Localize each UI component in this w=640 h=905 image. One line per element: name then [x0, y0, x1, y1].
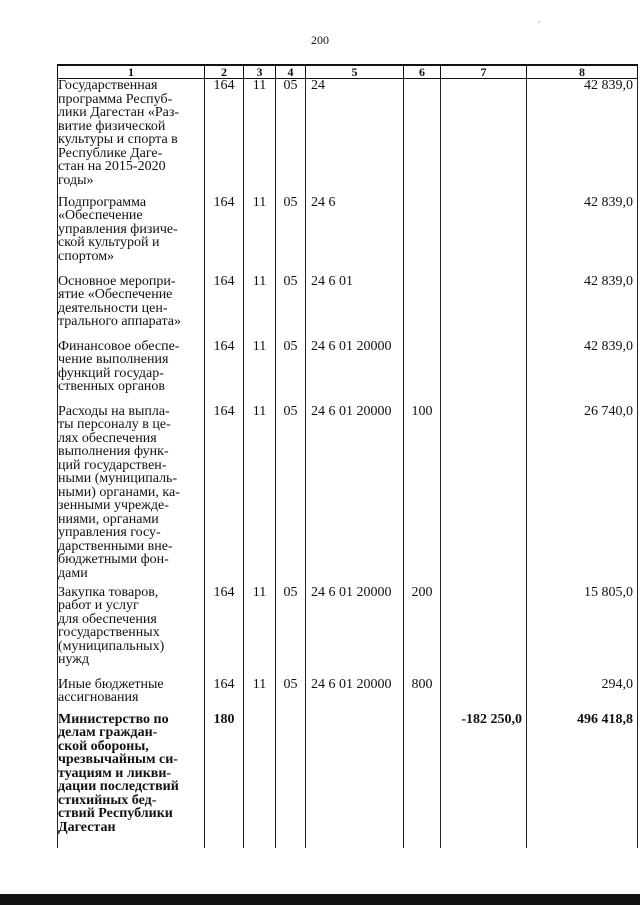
row-name-line: ты персоналу в це-: [58, 417, 171, 432]
column-header: 1: [58, 65, 205, 79]
table-row: [58, 275, 638, 340]
row-name-line: спортом»: [58, 248, 115, 264]
row-name-line: управления госу-: [58, 525, 161, 540]
row-name-line: витие физической: [58, 118, 166, 134]
cell-subsection: 05: [276, 275, 306, 340]
column-header: 3: [244, 65, 276, 79]
row-name-line: программа Респуб-: [58, 91, 173, 107]
row-name-line: работ и услуг: [58, 598, 139, 613]
column-header: 2: [205, 65, 244, 79]
cell-target-article: 24 6 01: [306, 275, 404, 340]
cell-total-amount: 42 839,0: [527, 79, 638, 196]
row-name-line: дарственными вне-: [58, 538, 173, 554]
row-name-line: бюджетными фон-: [58, 552, 169, 567]
row-name-line: стихийных бед-: [58, 792, 157, 808]
cell-change-amount: [441, 196, 527, 275]
cell-expense-type: [404, 275, 441, 340]
cell-target-article: 24 6 01 20000: [306, 405, 404, 586]
row-name-cell: [58, 340, 205, 405]
row-name-line: годы»: [58, 172, 94, 188]
row-name-line: Закупка товаров,: [58, 584, 159, 600]
cell-section: [244, 713, 276, 848]
row-name-line: зенными учрежде-: [58, 498, 169, 513]
row-name-line: Финансовое обеспе-: [58, 338, 180, 354]
cell-ministry-code: 164: [205, 79, 244, 196]
table-row: [58, 340, 638, 405]
row-name-line: лях обеспечения: [58, 430, 157, 446]
cell-change-amount: [441, 275, 527, 340]
cell-ministry-code: 164: [205, 678, 244, 713]
cell-target-article: 24 6 01 20000: [306, 340, 404, 405]
cell-target-article: 24 6: [306, 196, 404, 275]
row-name-line: стан на 2015-2020: [58, 159, 166, 174]
table-row: [58, 678, 638, 713]
row-name-line: ской культурой и: [58, 235, 160, 250]
budget-table: [57, 64, 638, 848]
cell-expense-type: 200: [404, 586, 441, 678]
cell-section: 11: [244, 586, 276, 678]
column-header: 6: [404, 65, 441, 79]
cell-section: 11: [244, 405, 276, 586]
row-name-line: государственных: [58, 625, 160, 640]
column-header: 8: [527, 65, 638, 79]
scan-edge-bar: [0, 894, 640, 905]
row-name-line: ственных органов: [58, 379, 166, 394]
row-name-line: делам граждан-: [58, 725, 158, 740]
row-name-line: Республике Даге-: [58, 145, 163, 161]
table-row: [58, 713, 638, 848]
cell-expense-type: [404, 196, 441, 275]
cell-total-amount: 496 418,8: [527, 713, 638, 848]
row-name-line: ными (муниципаль-: [58, 471, 178, 486]
cell-section: 11: [244, 340, 276, 405]
cell-expense-type: 800: [404, 678, 441, 713]
row-name-cell: [58, 713, 205, 848]
row-name-cell: [58, 79, 205, 196]
cell-expense-type: 100: [404, 405, 441, 586]
cell-ministry-code: 164: [205, 196, 244, 275]
row-name-line: чение выполнения: [58, 352, 169, 367]
cell-total-amount: 15 805,0: [527, 586, 638, 678]
row-name-line: ций государствен-: [58, 457, 167, 473]
cell-ministry-code: 164: [205, 405, 244, 586]
cell-total-amount: 42 839,0: [527, 196, 638, 275]
row-name-line: деятельности цен-: [58, 300, 168, 316]
cell-subsection: 05: [276, 79, 306, 196]
cell-target-article: 24 6 01 20000: [306, 678, 404, 713]
row-name-line: для обеспечения: [58, 611, 157, 627]
row-name-line: Подпрограмма: [58, 194, 147, 210]
row-name-line: лики Дагестан «Раз-: [58, 105, 180, 120]
cell-change-amount: [441, 678, 527, 713]
table-row: [58, 586, 638, 678]
cell-total-amount: 42 839,0: [527, 340, 638, 405]
cell-expense-type: [404, 340, 441, 405]
cell-total-amount: 294,0: [527, 678, 638, 713]
row-name-line: «Обеспечение: [58, 208, 143, 223]
row-name-cell: [58, 196, 205, 275]
row-name-line: ными) органами, ка-: [58, 484, 180, 500]
column-header: 4: [276, 65, 306, 79]
cell-subsection: 05: [276, 340, 306, 405]
cell-total-amount: 42 839,0: [527, 275, 638, 340]
table-row: [58, 79, 638, 196]
cell-ministry-code: 164: [205, 340, 244, 405]
cell-change-amount: [441, 79, 527, 196]
row-name-line: Государственная: [58, 78, 158, 93]
row-name-line: туациям и ликви-: [58, 765, 172, 781]
row-name-line: ассигнования: [58, 690, 139, 705]
cell-target-article: [306, 713, 404, 848]
row-name-line: нужд: [58, 652, 90, 667]
row-name-cell: [58, 275, 205, 340]
table-row: [58, 405, 638, 586]
row-name-line: управления физиче-: [58, 221, 178, 237]
cell-expense-type: [404, 713, 441, 848]
cell-subsection: 05: [276, 405, 306, 586]
cell-expense-type: [404, 79, 441, 196]
row-name-line: Расходы на выпла-: [58, 403, 170, 419]
table-body: [58, 79, 638, 848]
scan-speck: ·: [538, 18, 541, 27]
cell-ministry-code: 164: [205, 586, 244, 678]
cell-subsection: 05: [276, 196, 306, 275]
row-name-line: функций государ-: [58, 365, 164, 381]
table-row: [58, 196, 638, 275]
row-name-line: Дагестан: [58, 819, 116, 835]
row-name-line: чрезвычайным си-: [58, 752, 178, 767]
row-name-line: Основное меропри-: [58, 273, 176, 289]
row-name-line: ствий Республики: [58, 806, 173, 821]
cell-change-amount: [441, 405, 527, 586]
cell-subsection: 05: [276, 586, 306, 678]
cell-subsection: [276, 713, 306, 848]
row-name-line: выполнения функ-: [58, 444, 169, 459]
row-name-line: дации последствий: [58, 779, 179, 794]
header-row: [58, 65, 638, 79]
row-name-line: Иные бюджетные: [58, 676, 164, 692]
page-number: 200: [311, 33, 329, 47]
row-name-line: дами: [58, 565, 88, 581]
cell-ministry-code: 164: [205, 275, 244, 340]
row-name-cell: [58, 586, 205, 678]
cell-subsection: 05: [276, 678, 306, 713]
row-name-line: ниями, органами: [58, 511, 159, 527]
cell-section: 11: [244, 275, 276, 340]
row-name-cell: [58, 405, 205, 586]
column-header: 7: [441, 65, 527, 79]
row-name-line: трального аппарата»: [58, 314, 181, 329]
cell-target-article: 24 6 01 20000: [306, 586, 404, 678]
cell-total-amount: 26 740,0: [527, 405, 638, 586]
row-name-line: культуры и спорта в: [58, 132, 178, 147]
row-name-line: (муниципальных): [58, 638, 165, 654]
row-name-line: Министерство по: [58, 711, 169, 727]
cell-section: 11: [244, 678, 276, 713]
cell-target-article: 24: [306, 79, 404, 196]
row-name-line: ятие «Обеспечение: [58, 287, 173, 302]
cell-ministry-code: 180: [205, 713, 244, 848]
cell-section: 11: [244, 196, 276, 275]
cell-change-amount: -182 250,0: [441, 713, 527, 848]
row-name-line: ской обороны,: [58, 738, 149, 754]
cell-change-amount: [441, 340, 527, 405]
cell-change-amount: [441, 586, 527, 678]
cell-section: 11: [244, 79, 276, 196]
row-name-cell: [58, 678, 205, 713]
column-header: 5: [306, 65, 404, 79]
